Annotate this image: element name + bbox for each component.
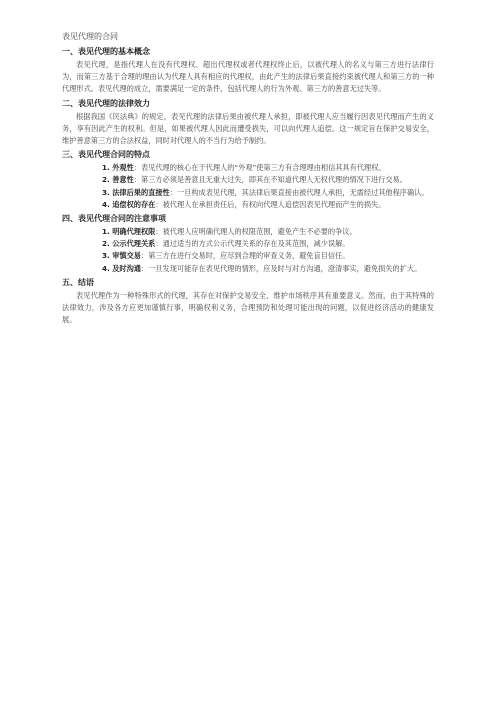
list-item-text: ：表见代理的核心在于代理人的“外观”使第三方有合理理由相信其具有代理权。	[133, 163, 386, 173]
section-heading-concept: 一、表见代理的基本概念	[62, 47, 150, 56]
list-item-text: ：第三方必须是善意且无重大过失，即其在不知道代理人无权代理的情况下进行交易。	[133, 175, 407, 185]
section-heading-conclusion: 五、结语	[62, 277, 94, 287]
list-item-feature	[62, 187, 434, 199]
list-item-term: 4. 追偿权的存在	[102, 199, 156, 209]
list-item-feature	[62, 162, 434, 174]
list-item-term: 1. 外观性	[102, 163, 134, 173]
list-item-text: ：通过适当的方式公示代理关系的存在及其范围，减少误解。	[155, 239, 350, 249]
section-paragraph-effect: 根据我国《民法典》的规定，表见代理的法律后果由被代理人承担，即被代理人应当履行因表见代理而产生的义务，享有因此产生的权利。但是，如果被代理人因此而遭受损失，可以向代理人追偿。这一规定旨在保护交易安全，维护善意第三方的合法权益，同时对代理人的不当行为给予制约。	[62, 111, 434, 146]
list-item-text: ：被代理人在承担责任后，有权向代理人追偿因表见代理而产生的损失。	[155, 199, 386, 209]
section-paragraph-conclusion: 表见代理作为一种特殊形式的代理，其存在对保护交易安全、维护市场秩序具有重要意义。然而，由于其特殊的法律效力，涉及各方应更加谨慎行事，明确权利义务，合理预防和处理可能出现的问题，以促进经济活动的健康发展。	[62, 290, 434, 325]
list-item-feature	[62, 199, 434, 211]
list-item-text: ：被代理人应明确代理人的权限范围，避免产生不必要的争议。	[155, 227, 357, 237]
list-item-term: 2. 善意性	[102, 175, 134, 185]
list-item-text: ：一旦发现可能存在表见代理的情形，应及时与对方沟通，澄清事实，避免损失的扩大。	[140, 263, 422, 273]
section-paragraph-concept: 表见代理，是指代理人在没有代理权、超出代理权或者代理权终止后，以被代理人的名义与第三方进行法律行为，而第三方基于合理的理由认为代理人具有相应的代理权，由此产生的法律后果直接约束被代理人和第三方的一种代理形式。表见代理的成立，需要满足一定的条件，包括代理人的行为外观、第三方的善意无过失等。	[62, 60, 434, 94]
list-item-feature	[62, 174, 434, 186]
list-item-term: 1. 明确代理权限	[102, 227, 156, 237]
list-item-term: 3. 法律后果的直接性	[102, 187, 170, 197]
list-item-term: 3. 审慎交易	[102, 251, 141, 261]
document-title: 表见代理的合同	[62, 32, 118, 41]
section-heading-effect: 二、表见代理的法律效力	[62, 98, 150, 108]
list-item-note	[62, 250, 434, 262]
list-item-term: 4. 及时沟通	[102, 263, 141, 273]
list-item-note	[62, 238, 434, 250]
list-item-note	[62, 263, 434, 275]
section-heading-features: 三、表见代理合同的特点	[62, 150, 150, 160]
section-heading-notes: 四、表见代理合同的注意事项	[62, 214, 166, 224]
list-item-text: ：第三方在进行交易时，应尽到合理的审查义务，避免盲目信任。	[140, 251, 350, 261]
list-item-text: ：一旦构成表见代理，其法律后果直接由被代理人承担，无需经过其他程序确认。	[169, 187, 429, 197]
list-item-note	[62, 226, 434, 238]
list-item-term: 2. 公示代理关系	[102, 239, 156, 249]
